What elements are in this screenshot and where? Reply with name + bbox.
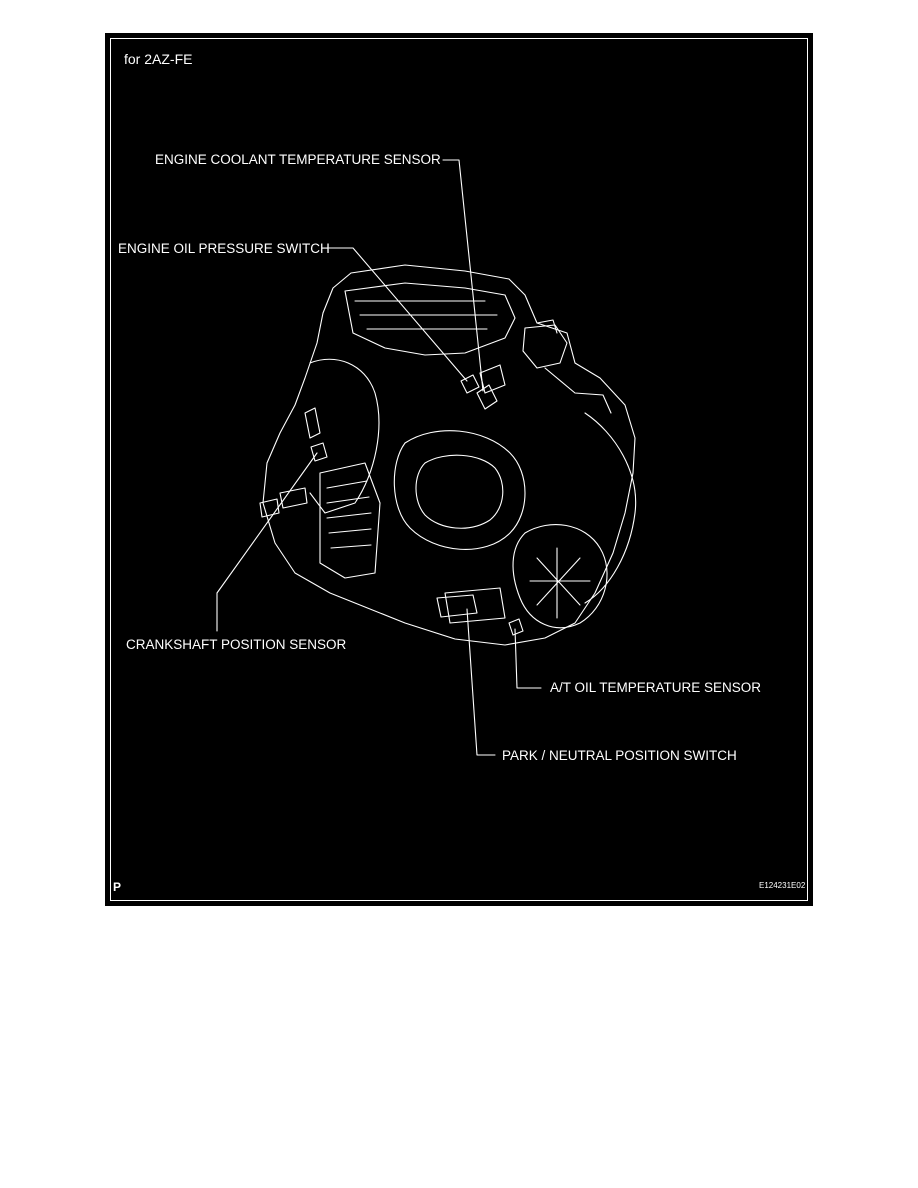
figure-heading: for 2AZ-FE [124,51,193,67]
at-oil-temp-sensor-body [509,619,523,635]
callout-at-oil-temperature-sensor: A/T OIL TEMPERATURE SENSOR [550,680,762,695]
callout-engine-oil-pressure-switch: ENGINE OIL PRESSURE SWITCH [118,241,330,256]
leader-line-ckp [217,453,317,631]
leader-line-ect [443,160,483,391]
callout-park-neutral-position-switch: PARK / NEUTRAL POSITION SWITCH [502,748,737,763]
figure-code: E124231E02 [759,881,806,890]
callout-engine-coolant-temperature-sensor: ENGINE COOLANT TEMPERATURE SENSOR [155,152,441,167]
leader-line-atf [515,629,541,688]
pnp-switch-body [437,595,477,617]
engine-sensor-figure [105,33,813,906]
figure-corner-mark: P [113,880,122,894]
engine-block-outline [260,265,636,645]
leader-line-pnp [467,609,495,755]
coolant-sensor-body [477,385,497,409]
callout-crankshaft-position-sensor: CRANKSHAFT POSITION SENSOR [126,637,347,652]
